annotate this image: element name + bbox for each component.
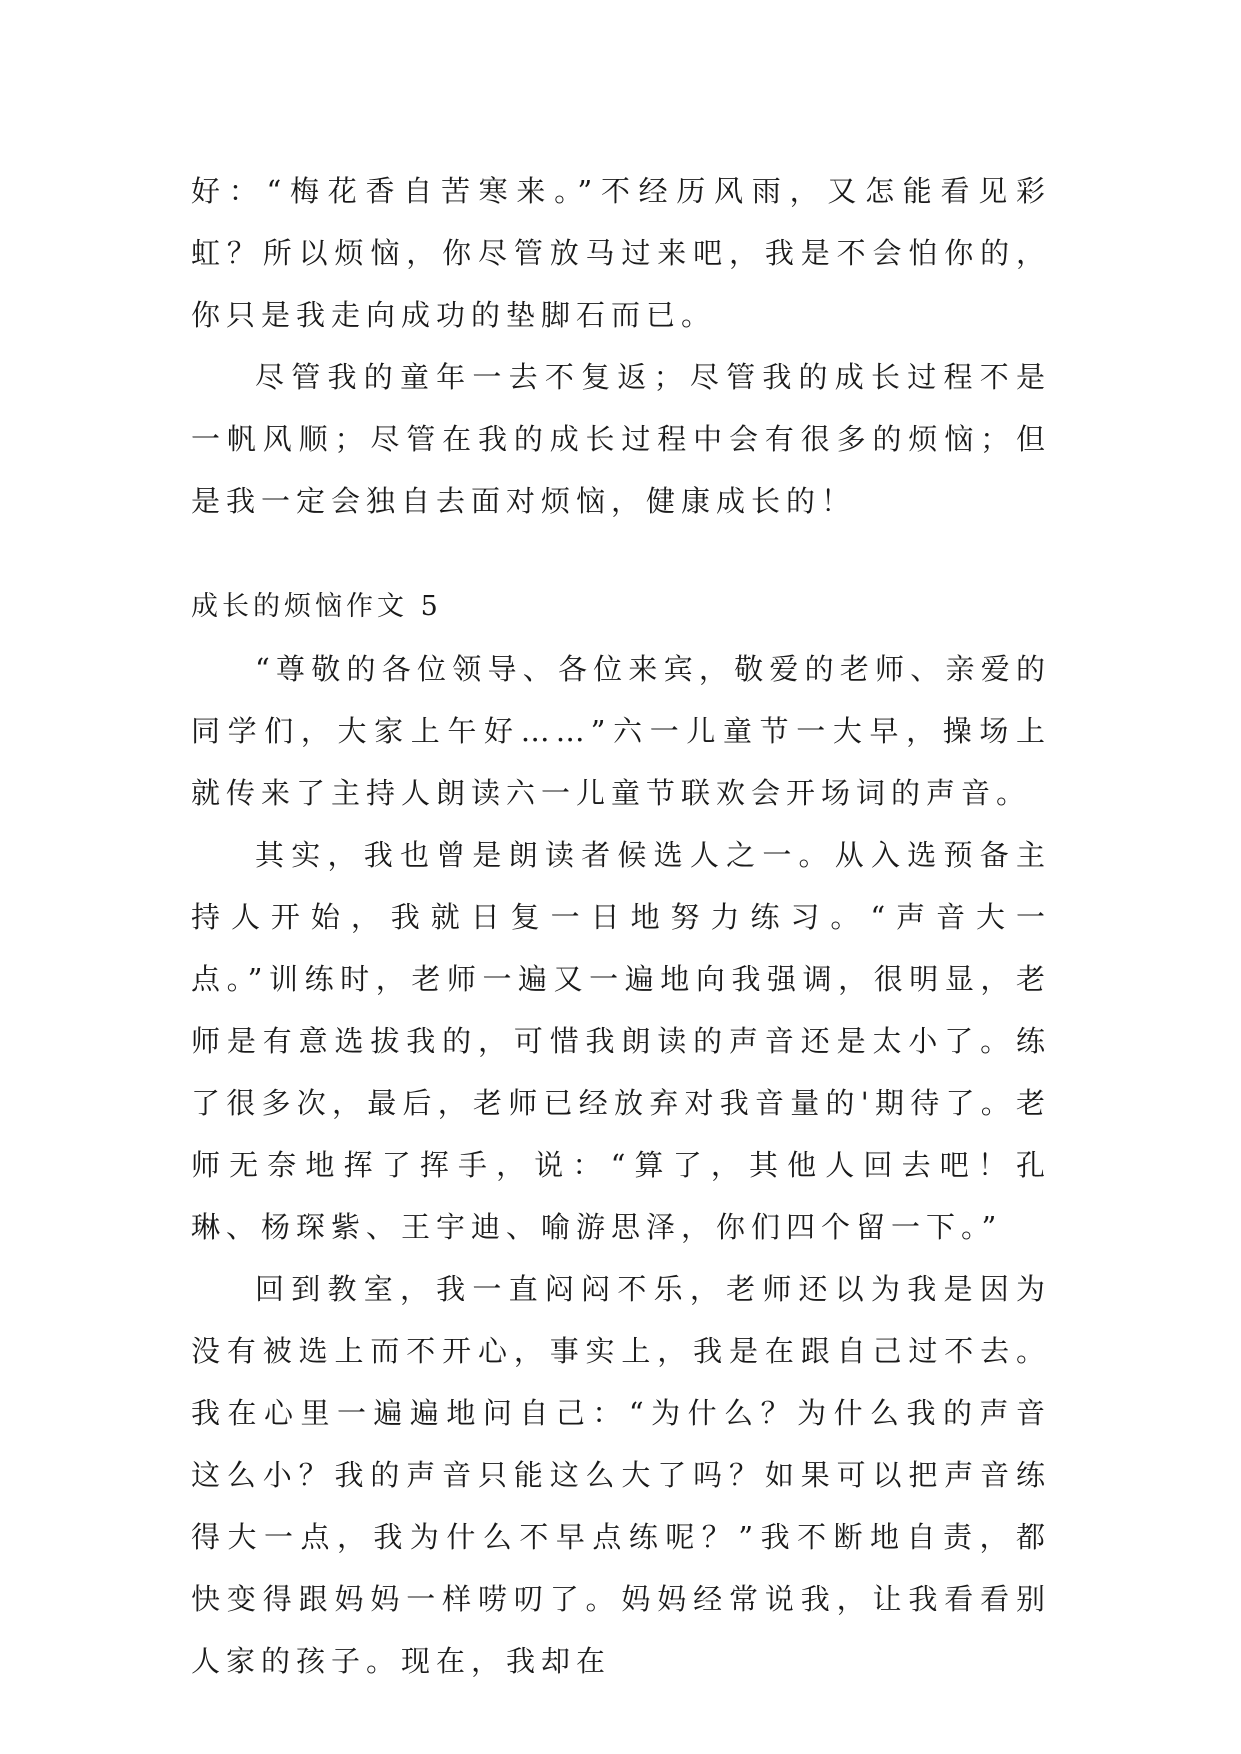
paragraph: 其实，我也曾是朗读者候选人之一。从入选预备主持人开始，我就日复一日地努力练习。“声音大一点。”训练时，老师一遍又一遍地向我强调，很明显，老师是有意选拔我的，可惜我朗读的声音还是太小了。练了很多次，最后，老师已经放弃对我音量的'期待了。老师无奈地挥了挥手，说：“算了，其他人回去吧！孔琳、杨琛紫、王宇迪、喻游思泽，你们四个留一下。” — [191, 838, 1051, 1244]
paragraph: “尊敬的各位领导、各位来宾，敬爱的老师、亲爱的同学们，大家上午好……”六一儿童节一大早，操场上就传来了主持人朗读六一儿童节联欢会开场词的声音。 — [191, 652, 1051, 810]
paragraph-continued: 好：“梅花香自苦寒来。”不经历风雨，又怎能看见彩虹？所以烦恼，你尽管放马过来吧，我是不会怕你的，你只是我走向成功的垫脚石而已。 — [191, 174, 1051, 332]
document-body — [191, 160, 1051, 1692]
paragraph: 尽管我的童年一去不复返；尽管我的成长过程不是一帆风顺；尽管在我的成长过程中会有很多的烦恼；但是我一定会独自去面对烦恼，健康成长的！ — [191, 360, 1051, 518]
section-title: 成长的烦恼作文 5 — [191, 591, 442, 622]
paragraph: 回到教室，我一直闷闷不乐，老师还以为我是因为没有被选上而不开心，事实上，我是在跟自己过不去。我在心里一遍遍地问自己：“为什么？为什么我的声音这么小？我的声音只能这么大了吗？如果可以把声音练得大一点，我为什么不早点练呢？”我不断地自责，都快变得跟妈妈一样唠叨了。妈妈经常说我，让我看看别人家的孩子。现在，我却在 — [191, 1272, 1051, 1678]
